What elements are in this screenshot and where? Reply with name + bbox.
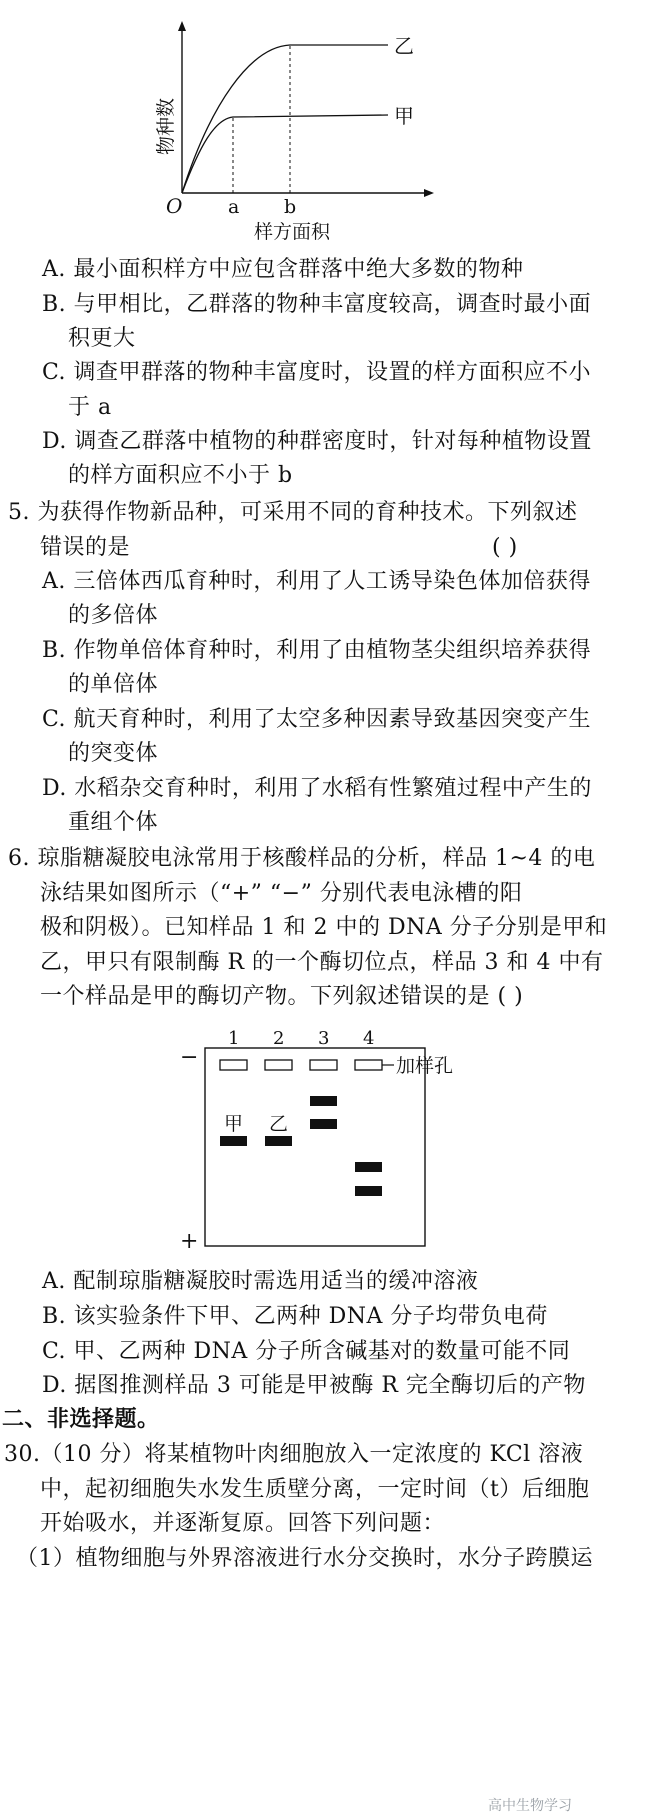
anode-plus-sign: + [180, 1229, 199, 1254]
lane-number-2: 2 [273, 1028, 285, 1049]
q4-option-c: C. 调查甲群落的物种丰富度时，设置的样方面积应不小 [42, 360, 592, 385]
q6-option-d: D. 据图推测样品 3 可能是甲被酶 R 完全酶切后的产物 [42, 1373, 586, 1398]
curve-yi-label: 乙 [394, 34, 414, 58]
cathode-minus-sign: − [180, 1045, 199, 1070]
q5-option-a: A. 三倍体西瓜育种时，利用了人工诱导染色体加倍获得 [42, 569, 591, 594]
q5-stem-line-2: 错误的是 [40, 535, 131, 560]
well-lane-4 [355, 1060, 382, 1070]
tick-b-label: b [284, 196, 297, 218]
electrophoresis-gel-figure [150, 1028, 510, 1258]
q5-stem-line-1: 5. 为获得作物新品种，可采用不同的育种技术。下列叙述 [8, 500, 578, 525]
q5-answer-bracket: ( ) [492, 535, 518, 560]
watermark: 高中生物学习 [488, 1798, 572, 1814]
gel-frame [205, 1048, 425, 1246]
well-label: 加样孔 [396, 1055, 454, 1077]
q6-stem-line-3: 极和阴极）。已知样品 1 和 2 中的 DNA 分子分别是甲和 [40, 915, 608, 940]
band-lane-4-upper [355, 1162, 382, 1172]
well-lane-2 [265, 1060, 292, 1070]
q5-option-a-cont: 的多倍体 [68, 603, 159, 628]
q4-option-d-cont: 的样方面积应不小于 b [68, 463, 293, 488]
q6-option-c: C. 甲、乙两种 DNA 分子所含碱基对的数量可能不同 [42, 1339, 571, 1364]
lane-number-1: 1 [228, 1028, 240, 1049]
well-lane-1 [220, 1060, 247, 1070]
lane-number-3: 3 [318, 1028, 330, 1049]
x-axis-label: 样方面积 [254, 221, 331, 243]
q4-option-a: A. 最小面积样方中应包含群落中绝大多数的物种 [42, 257, 524, 282]
band-lane-1 [220, 1136, 247, 1146]
q30-subquestion-1: （1）植物细胞与外界溶液进行水分交换时，水分子跨膜运 [16, 1546, 593, 1571]
curve-yi [182, 45, 388, 193]
section-2-heading: 二、非选择题。 [2, 1407, 160, 1432]
q4-option-c-cont: 于 a [68, 395, 112, 420]
q4-option-b: B. 与甲相比，乙群落的物种丰富度较高，调查时最小面 [42, 292, 592, 317]
q5-option-d-cont: 重组个体 [68, 810, 159, 835]
q30-stem-line-3: 开始吸水，并逐渐复原。回答下列问题： [40, 1511, 446, 1536]
y-axis-arrow [178, 21, 186, 31]
y-axis-label: 物种数 [155, 97, 177, 155]
tick-a-label: a [228, 196, 240, 218]
q4-option-b-cont: 积更大 [68, 326, 136, 351]
x-axis-arrow [424, 189, 434, 197]
q5-option-c-cont: 的突变体 [68, 741, 159, 766]
band-lane-3-upper [310, 1096, 337, 1106]
q4-option-d: D. 调查乙群落中植物的种群密度时，针对每种植物设置 [42, 429, 592, 454]
q30-stem-line-2: 中，起初细胞失水发生质壁分离，一定时间（t）后细胞 [40, 1477, 590, 1502]
q5-option-c: C. 航天育种时，利用了太空多种因素导致基因突变产生 [42, 707, 592, 732]
q6-option-a: A. 配制琼脂糖凝胶时需选用适当的缓冲溶液 [42, 1269, 479, 1294]
band-lane-4-lower [355, 1186, 382, 1196]
q6-stem-line-2: 泳结果如图所示（“+” “−” 分别代表电泳槽的阳 [40, 881, 523, 906]
q6-stem-line-5: 一个样品是甲的酶切产物。下列叙述错误的是 ( ) [40, 984, 524, 1009]
q30-stem-line-1: 30.（10 分）将某植物叶肉细胞放入一定浓度的 KCl 溶液 [4, 1442, 584, 1467]
lane-number-4: 4 [363, 1028, 375, 1049]
q6-stem-line-4: 乙，甲只有限制酶 R 的一个酶切位点，样品 3 和 4 中有 [40, 950, 604, 975]
q5-option-b: B. 作物单倍体育种时，利用了由植物茎尖组织培养获得 [42, 638, 592, 663]
q5-option-d: D. 水稻杂交育种时，利用了水稻有性繁殖过程中产生的 [42, 776, 592, 801]
curve-jia-label: 甲 [394, 104, 414, 128]
band-label-jia: 甲 [224, 1113, 244, 1135]
band-lane-3-lower [310, 1119, 337, 1129]
band-label-yi: 乙 [269, 1113, 289, 1135]
species-area-graph [150, 15, 450, 245]
q6-stem-line-1: 6. 琼脂糖凝胶电泳常用于核酸样品的分析，样品 1~4 的电 [8, 846, 596, 871]
q6-option-b: B. 该实验条件下甲、乙两种 DNA 分子均带负电荷 [42, 1304, 548, 1329]
well-lane-3 [310, 1060, 337, 1070]
q5-option-b-cont: 的单倍体 [68, 672, 159, 697]
curve-jia [182, 115, 388, 193]
band-lane-2 [265, 1136, 292, 1146]
origin-label: O [166, 194, 183, 218]
